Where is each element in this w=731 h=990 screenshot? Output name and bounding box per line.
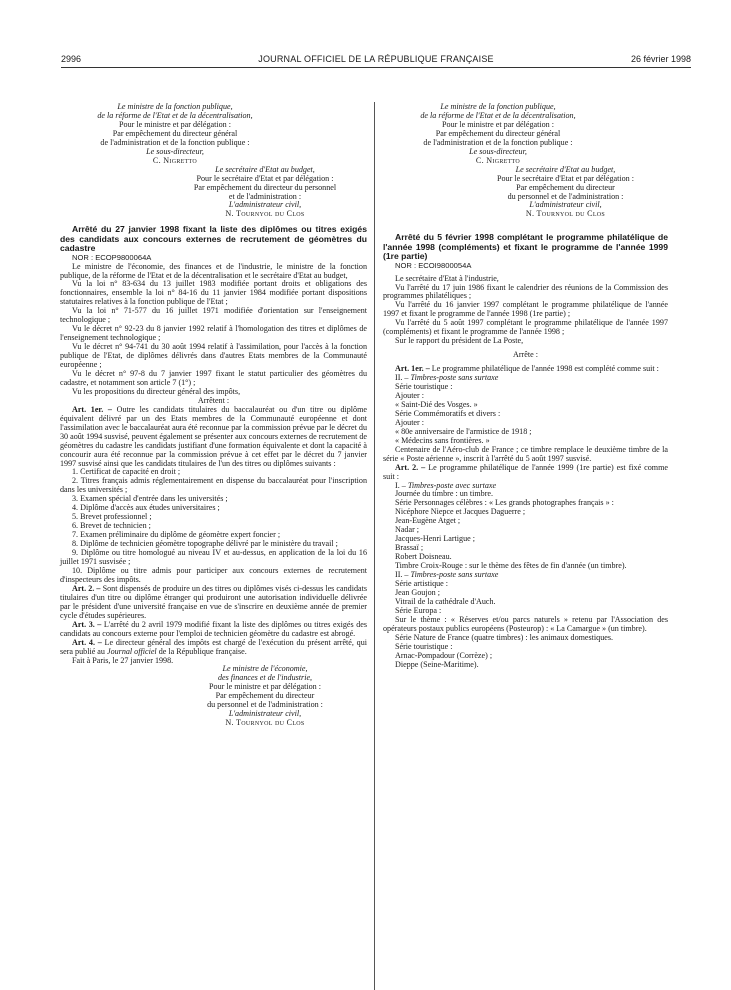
article-text: Sont dispensés de produire un des titres ou diplômes visés ci-dessus les candidats titulaires d'un titre ou diplôme étranger qui produiront une autorisation individuelle délivrée par le président d'une université française en vue de s'inscrire en deuxième année de premier cycle d'études supérieures. bbox=[60, 583, 367, 620]
signature-line: du personnel et de l'administration : bbox=[207, 700, 323, 710]
signature-line: Le sous-directeur, bbox=[469, 146, 527, 156]
signature-line: L'administrateur civil, bbox=[228, 709, 302, 719]
signature-line: des finances et de l'industrie, bbox=[217, 673, 313, 683]
list-item: 4. Diplôme d'accès aux études universitaires ; bbox=[72, 503, 220, 513]
visa: Sur le rapport du président de La Poste, bbox=[395, 336, 524, 346]
signature-line: et de l'administration : bbox=[228, 191, 302, 201]
list-item: Journée du timbre : un timbre. bbox=[395, 489, 494, 499]
visa: Vu la loi n° 71-577 du 16 juillet 1971 modifiée d'orientation sur l'enseignement technologique ; bbox=[60, 306, 367, 325]
section-title: Timbres-poste avec surtaxe bbox=[407, 480, 497, 490]
list-item: Timbre Croix-Rouge : sur le thème des fêtes de fin d'année (un timbre). bbox=[395, 561, 627, 571]
visa: Vu les propositions du directeur général des impôts, bbox=[72, 386, 241, 396]
article-text: Le directeur général des impôts est chargé de l'exécution du présent arrêté, qui sera publié au bbox=[60, 637, 367, 656]
signatory-name: N. Tournyol du Clos bbox=[225, 718, 305, 728]
article-text: Le programme philatélique de l'année 1998 est complété comme suit : bbox=[431, 364, 659, 374]
signature-line: Pour le ministre et par délégation : bbox=[209, 682, 321, 692]
list-item: Série artistique : bbox=[395, 579, 449, 589]
issue-date: 26 février 1998 bbox=[630, 54, 691, 64]
signature-line: de l'administration et de la fonction publique : bbox=[100, 137, 250, 147]
list-item: Série touristique : bbox=[395, 382, 453, 392]
list-item: Nicéphore Niepce et Jacques Daguerre ; bbox=[395, 507, 526, 517]
list-item: « Saint-Dié des Vosges. » bbox=[395, 399, 478, 409]
article-label: Art. 3. – bbox=[72, 619, 102, 629]
journal-officiel-ref: Journal officiel bbox=[106, 646, 157, 656]
article-text: Outre les candidats titulaires du baccalauréat ou d'un titre ou diplôme équivalent délivré par un des Etats membres de la Communauté européenne et dont l'assimilation avec le baccalauréat aura été reconnue par la commission prévue par le décret du 30 août 1994 susvisé, peuvent également se présenter aux concours externes de recrutement de géomètres du cadastre les candidats justifiant d'une formation équivalente et dont la capacité à concourir aura été reconnue par la commission prévue à cet effet par le décret du 7 janvier 1997 susvisé ainsi que les candidats titulaires de l'un des titres ou diplômes suivants : bbox=[60, 404, 368, 468]
article-label: Art. 4. – bbox=[72, 637, 102, 647]
signature-block-budget bbox=[160, 166, 370, 220]
article-text: Le programme philatélique de l'année 1999 (1re partie) est fixé comme suit : bbox=[383, 462, 668, 481]
visa: Vu l'arrêté du 5 août 1997 complétant le programme philatélique de l'année 1997 (compléments) et fixant le programme de l'année 1998 ; bbox=[383, 318, 668, 337]
preamble: Le secrétaire d'Etat à l'industrie, bbox=[395, 273, 499, 283]
signature-line: Pour le secrétaire d'Etat et par délégation : bbox=[497, 173, 634, 183]
signature-line: Par empêchement du directeur du personnel bbox=[193, 182, 337, 192]
article-1 bbox=[60, 406, 367, 469]
signature-line: Le secrétaire d'Etat au budget, bbox=[515, 164, 616, 174]
visa: Vu l'arrêté du 16 janvier 1997 complétant le programme philatélique de l'année 1997 et fixant le programme de l'année 1998 (1re partie) ; bbox=[383, 300, 668, 319]
signature-line: Pour le ministre et par délégation : bbox=[442, 119, 554, 129]
section-number: II. – bbox=[395, 570, 409, 580]
list-item: Brassaï ; bbox=[395, 543, 424, 553]
list-item: 10. Diplôme ou titre admis pour participer aux concours externes de recrutement d'inspecteurs des impôts. bbox=[60, 565, 367, 584]
list-item: 5. Brevet professionnel ; bbox=[72, 512, 152, 522]
list-item: Robert Doisneau. bbox=[395, 552, 452, 562]
signature-line: de la réforme de l'Etat et de la décentralisation, bbox=[97, 110, 253, 120]
signature-line: Pour le secrétaire d'Etat et par délégation : bbox=[196, 173, 334, 183]
signatory-name: C. Nigretto bbox=[152, 155, 198, 165]
signature-block-budget bbox=[463, 166, 668, 220]
signature-line: Pour le ministre et par délégation : bbox=[119, 119, 231, 129]
signature-line: Par empêchement du directeur général bbox=[435, 128, 561, 138]
fait-a-paris: Fait à Paris, le 27 janvier 1998. bbox=[72, 655, 174, 665]
signature-block-fonction-publique bbox=[60, 103, 290, 166]
visa: Vu le décret n° 92-23 du 8 janvier 1992 relatif à l'homologation des titres et diplômes de l'enseignement technologique ; bbox=[60, 324, 367, 343]
list-item: Ajouter : bbox=[395, 391, 424, 400]
page-header bbox=[61, 54, 691, 68]
article-text: de la République française. bbox=[158, 646, 247, 656]
article-label: Art. 2. – bbox=[395, 462, 426, 472]
list-item: 7. Examen préliminaire du diplôme de géomètre expert foncier ; bbox=[72, 530, 281, 540]
signature-block-economie bbox=[160, 665, 370, 728]
list-item: Série Commémoratifs et divers : bbox=[395, 408, 501, 418]
list-item: « Médecins sans frontières. » bbox=[395, 435, 490, 445]
signatory-name: C. Nigretto bbox=[475, 155, 521, 165]
list-item: Série Personnages célèbres : « Les grands photographes français » : bbox=[395, 498, 614, 508]
article-3 bbox=[60, 621, 367, 639]
article-label: Art. 1er. – bbox=[72, 404, 112, 414]
signature-line: de l'administration et de la fonction publique : bbox=[423, 137, 573, 147]
header-rule bbox=[61, 67, 691, 68]
visa: Vu la loi n° 83-634 du 13 juillet 1983 modifiée portant droits et obligations des fonctionnaires, ensemble la loi n° 84-16 du 11 janvier 1984 modifiée portant dispositions statutaires relatives à la fonction publique de l'Etat ; bbox=[60, 279, 367, 307]
list-item: 9. Diplôme ou titre homologué au niveau IV et au-dessus, en application de la loi du 16 juillet 1971 susvisée ; bbox=[60, 548, 367, 567]
list-item: Série Nature de France (quatre timbres) : les animaux domestiques. bbox=[395, 632, 614, 642]
signature-line: Par empêchement du directeur bbox=[516, 182, 615, 192]
signature-line: Par empêchement du directeur général bbox=[112, 128, 238, 138]
article-4 bbox=[60, 639, 367, 657]
signature-line: Par empêchement du directeur bbox=[215, 691, 315, 701]
section-title: Timbres-poste sans surtaxe bbox=[410, 570, 499, 580]
list-item: 8. Diplôme de technicien géomètre topographe délivré par le ministère du travail ; bbox=[72, 539, 338, 549]
column-divider bbox=[374, 102, 375, 990]
signature-line: Le ministre de la fonction publique, bbox=[117, 102, 233, 111]
visa: Vu l'arrêté du 17 juin 1986 fixant le calendrier des réunions de la Commission des programmes philatéliques ; bbox=[383, 282, 668, 301]
arrete-heading: Arrête : bbox=[513, 350, 538, 360]
article-text: L'arrêté du 2 avril 1979 modifié fixant la liste des diplômes ou titres exigés des candidats au concours externe pour l'emploi de technicien géomètre du cadastre est abrogé. bbox=[60, 619, 367, 638]
signature-line: L'administrateur civil, bbox=[228, 200, 302, 210]
signature-line: L'administrateur civil, bbox=[529, 200, 602, 210]
right-column bbox=[383, 103, 668, 670]
signature-line: Le secrétaire d'Etat au budget, bbox=[215, 164, 315, 174]
decree-title: Arrêté du 27 janvier 1998 fixant la liste des diplômes ou titres exigés des candidats aux concours externes de recrutement de géomètres du cadastre bbox=[60, 224, 367, 254]
decree-title: Arrêté du 5 février 1998 complétant le programme philatélique de l'année 1998 (compléments) et fixant le programme de l'année 1999 (1re partie) bbox=[383, 232, 668, 262]
preamble: Le ministre de l'économie, des finances et de l'industrie, le ministre de la fonction publique, de la réforme de l'Etat et de la décentralisation et le secrétaire d'Etat au budget, bbox=[60, 261, 367, 280]
list-item: Dieppe (Seine-Maritime). bbox=[395, 659, 479, 669]
visa: Vu le décret n° 94-741 du 30 août 1994 relatif à l'assimilation, pour l'accès à la fonction publique de l'Etat, de diplômes délivrés dans d'autres Etats membres de la Communauté européenne ; bbox=[60, 342, 367, 370]
list-item: Ajouter : bbox=[395, 417, 424, 427]
nor-reference: NOR : ECOI9800054A bbox=[395, 260, 472, 270]
list-item: Sur le thème : « Réserves et/ou parcs naturels » retenu par l'Association des opérateurs postaux publics européens (Posteurop) : « La Camargue » (un timbre). bbox=[383, 614, 668, 633]
list-item: Jean-Eugène Atget ; bbox=[395, 516, 461, 526]
list-item: Jean Goujon ; bbox=[395, 587, 440, 597]
list-item: 3. Examen spécial d'entrée dans les universités ; bbox=[72, 494, 228, 504]
article-label: Art. 1er. – bbox=[395, 364, 430, 374]
list-item: Jacques-Henri Lartigue ; bbox=[395, 534, 476, 544]
signature-line: du personnel et de l'administration : bbox=[507, 191, 624, 201]
signature-line: Le ministre de la fonction publique, bbox=[440, 102, 556, 111]
list-item: 2. Titres français admis réglementairement en dispense du baccalauréat pour l'inscription dans les universités ; bbox=[60, 476, 367, 495]
section-title: Timbres-poste sans surtaxe bbox=[410, 373, 499, 383]
left-column bbox=[60, 103, 367, 728]
article-2 bbox=[60, 585, 367, 621]
list-item: Série touristique : bbox=[395, 641, 453, 651]
section-number: II. – bbox=[395, 373, 409, 383]
signatory-name: N. Tournyol du Clos bbox=[225, 209, 305, 219]
visa: Vu le décret n° 97-8 du 7 janvier 1997 fixant le statut particulier des géomètres du cadastre, et notamment son article 7 (1°) ; bbox=[60, 369, 367, 387]
list-item: Centenaire de l'Aéro-club de France ; ce timbre remplace le deuxième timbre de la série « Poste aérienne », inscrit à l'arrêté du 5 août 1997 susvisé. bbox=[383, 444, 668, 463]
journal-title: JOURNAL OFFICIEL DE LA RÉPUBLIQUE FRANÇAISE bbox=[258, 54, 494, 64]
list-item: « 80e anniversaire de l'armistice de 1918 ; bbox=[395, 426, 532, 436]
signature-line: de la réforme de l'Etat et de la décentralisation, bbox=[420, 110, 576, 120]
signature-line: Le sous-directeur, bbox=[146, 146, 204, 156]
list-item: Série Europa : bbox=[395, 605, 442, 615]
article-label: Art. 2. – bbox=[72, 583, 101, 593]
page-number: 2996 bbox=[61, 54, 82, 64]
signatory-name: N. Tournyol du Clos bbox=[525, 209, 606, 219]
list-item: Arnac-Pompadour (Corrèze) ; bbox=[395, 650, 493, 660]
signature-block-fonction-publique bbox=[383, 103, 613, 166]
arretent-heading: Arrêtent : bbox=[197, 395, 230, 405]
list-item: 6. Brevet de technicien ; bbox=[72, 521, 151, 531]
nor-reference: NOR : ECOP9800064A bbox=[72, 252, 152, 262]
article-2 bbox=[383, 464, 668, 482]
signature-line: Le ministre de l'économie, bbox=[222, 664, 308, 674]
list-item: Nadar ; bbox=[395, 525, 420, 535]
list-item: 1. Certificat de capacité en droit ; bbox=[72, 467, 181, 477]
section-number: I. – bbox=[395, 480, 406, 490]
list-item: Vitrail de la cathédrale d'Auch. bbox=[395, 596, 496, 606]
